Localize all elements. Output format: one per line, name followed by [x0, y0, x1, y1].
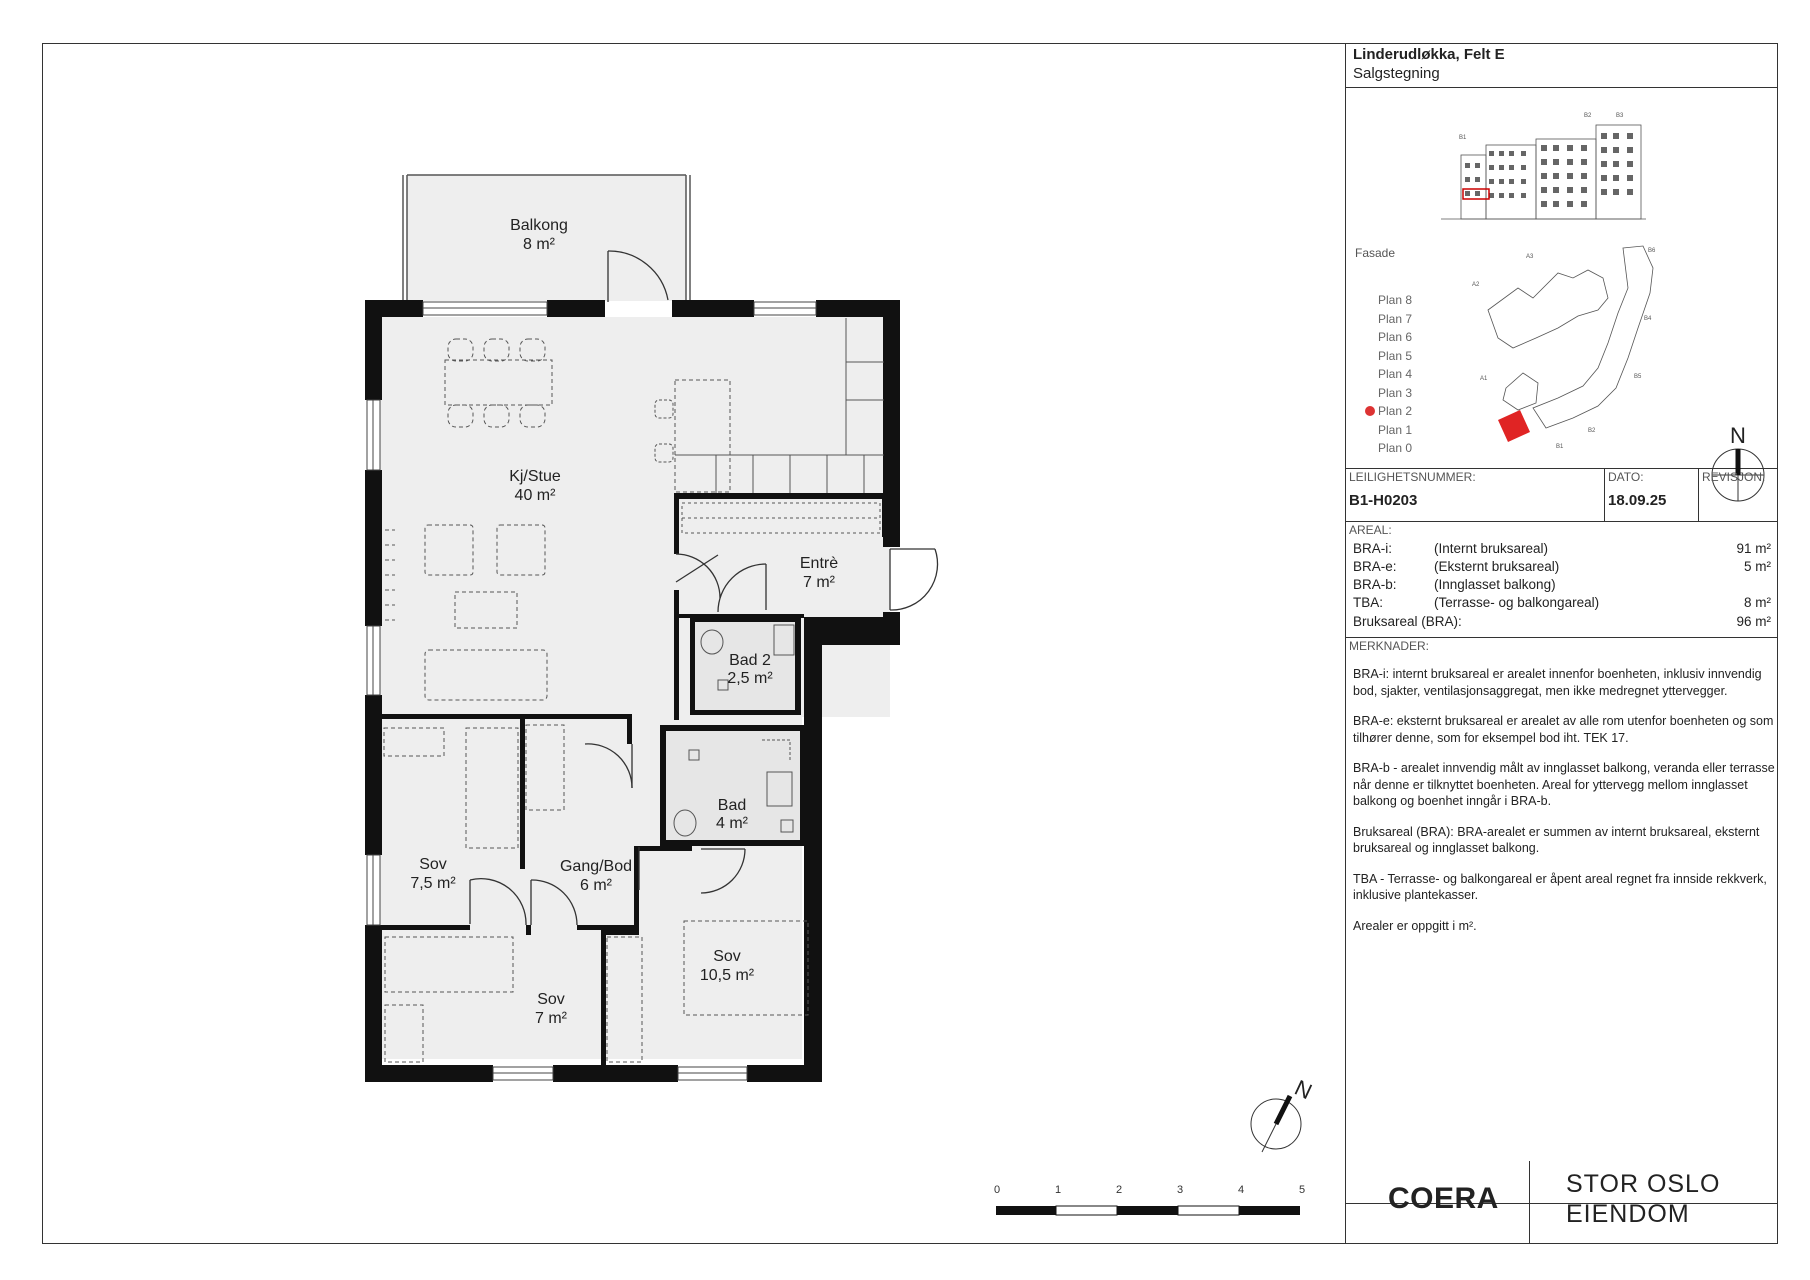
area-desc: (Terrasse- og balkongareal): [1434, 595, 1600, 610]
scale-tick: 4: [1237, 1184, 1245, 1196]
room-entre-name: Entrè: [799, 555, 839, 572]
site-plan: [1458, 238, 1658, 463]
date-value: 18.09.25: [1608, 492, 1667, 509]
project-title: Linderudløkka, Felt E: [1353, 46, 1505, 63]
site-label: B1: [1459, 135, 1467, 141]
site-label: B6: [1648, 248, 1656, 254]
title-block: [1345, 43, 1778, 1244]
date-label: DATO:: [1608, 470, 1644, 484]
plan-list: [1378, 291, 1412, 458]
scale-tick: 0: [993, 1184, 1001, 1196]
area-desc: (Innglasset balkong): [1434, 577, 1556, 592]
plan-item[interactable]: Plan 4: [1378, 367, 1413, 381]
area-table: [1346, 522, 1778, 638]
scale-tick: 5: [1298, 1184, 1306, 1196]
scale-tick: 2: [1115, 1184, 1123, 1196]
plan-item-current[interactable]: [1378, 402, 1412, 421]
facade-label: Fasade: [1355, 246, 1396, 260]
project-header: [1346, 43, 1778, 88]
note-paragraph: BRA-i: internt bruksareal er arealet innenfor boenheten, inklusiv innvendig bod, sjakter, ventilasjonsaggregat, men ikke medregnet yttervegger.: [1353, 667, 1762, 698]
site-label: B1: [1556, 444, 1564, 450]
notes-list: [1353, 666, 1775, 948]
notes-section: [1346, 638, 1778, 1204]
area-code: TBA:: [1353, 595, 1384, 610]
logo-divider: [1529, 1161, 1530, 1244]
plan-item[interactable]: Plan 7: [1378, 311, 1413, 326]
scale-tick: 1: [1054, 1184, 1062, 1196]
plan-item[interactable]: Plan 1: [1378, 422, 1413, 437]
facade-elevation: [1441, 103, 1651, 223]
project-subtitle: Salgstegning: [1353, 65, 1440, 82]
stor-oslo-logo-line2: EIENDOM: [1566, 1200, 1690, 1228]
room-sov3-area: 10,5 m²: [699, 967, 755, 984]
room-stue-area: 40 m²: [514, 487, 556, 504]
plan-item[interactable]: Plan 5: [1378, 348, 1413, 363]
area-value: 5 m²: [1744, 559, 1771, 574]
logo-area: [1345, 1161, 1778, 1244]
scale-tick: 3: [1176, 1184, 1184, 1196]
scale-bar: [994, 1184, 1305, 1215]
area-code: BRA-i:: [1353, 541, 1393, 556]
site-label: A3: [1526, 254, 1534, 260]
plan-item[interactable]: Plan 8: [1378, 293, 1413, 307]
room-gang-area: 6 m²: [580, 877, 612, 894]
note-paragraph: Bruksareal (BRA): BRA-arealet er summen av internt bruksareal, eksternt bruksareal og innglasset balkong.: [1353, 824, 1760, 855]
plan-item[interactable]: Plan 3: [1378, 385, 1413, 400]
site-label: A2: [1472, 282, 1480, 288]
plan-north-arrow: [1251, 1075, 1316, 1152]
area-value: 96 m²: [1736, 614, 1771, 629]
area-code: BRA-e:: [1353, 559, 1397, 574]
site-label: B4: [1644, 316, 1652, 322]
current-unit-highlight: [1498, 410, 1530, 442]
area-desc: (Eksternt bruksareal): [1434, 559, 1560, 574]
note-paragraph: BRA-b - arealet innvendig målt av innglasset balkong, veranda eller terrasse når denne er tilknyttet boenheten. Areal for yttervegg mellom innglasset balkong og boenhet inngår i BRA-b.: [1353, 761, 1775, 808]
site-north-label: N: [1730, 423, 1746, 448]
unit-info: [1346, 469, 1778, 522]
room-sov1-area: 7,5 m²: [410, 875, 456, 892]
area-code: Bruksareal (BRA):: [1353, 614, 1462, 629]
area-label: AREAL:: [1349, 523, 1392, 537]
notes-label: MERKNADER:: [1349, 639, 1430, 653]
area-desc: (Internt bruksareal): [1434, 541, 1549, 556]
site-label: B5: [1634, 374, 1642, 380]
plan-item[interactable]: Plan 0: [1378, 441, 1413, 455]
area-value: 8 m²: [1744, 595, 1771, 610]
note-paragraph: TBA - Terrasse- og balkongareal er åpent areal regnet fra innside rekkverk, inklusive plantekasser.: [1353, 871, 1767, 902]
room-bad2-area: 2,5 m²: [727, 670, 773, 687]
site-label: B3: [1616, 113, 1624, 119]
room-balkong-area: 8 m²: [523, 236, 555, 253]
room-sov3-name: Sov: [713, 948, 741, 965]
site-label: B2: [1584, 113, 1592, 119]
room-bad-name: Bad: [717, 797, 747, 814]
room-balkong-name: Balkong: [510, 217, 568, 234]
location-key: [1346, 88, 1778, 469]
plan-item[interactable]: Plan 6: [1378, 330, 1413, 344]
room-sov1-name: Sov: [419, 856, 447, 873]
coera-logo: COERA: [1388, 1182, 1499, 1215]
area-code: BRA-b:: [1353, 577, 1397, 592]
room-gang-name: Gang/Bod: [559, 858, 633, 875]
room-sov2-name: Sov: [537, 991, 565, 1008]
current-plan-marker-icon: [1365, 406, 1375, 416]
revision-label: REVISJON:: [1702, 470, 1766, 484]
site-label: B2: [1588, 428, 1596, 434]
room-sov2-area: 7 m²: [535, 1010, 567, 1027]
stor-oslo-logo-line1: STOR OSLO: [1566, 1170, 1721, 1198]
site-label: A1: [1480, 376, 1488, 382]
note-paragraph: BRA-e: eksternt bruksareal er arealet av alle rom utenfor boenheten og som tilhører denne, som for eksempel bod iht. TEK 17.: [1353, 714, 1774, 745]
room-entre-area: 7 m²: [803, 574, 835, 591]
room-bad-area: 4 m²: [716, 815, 748, 832]
room-stue-name: Kj/Stue: [509, 468, 561, 485]
plan-item-label: Plan 2: [1378, 404, 1413, 418]
unit-number-label: LEILIGHETSNUMMER:: [1349, 470, 1476, 484]
room-bad2-name: Bad 2: [729, 652, 771, 669]
unit-number-value: B1-H0203: [1349, 492, 1418, 509]
plan-north-label: N: [1290, 1074, 1316, 1105]
area-value: 91 m²: [1736, 541, 1771, 556]
note-paragraph: Arealer er oppgitt i m².: [1353, 918, 1477, 933]
